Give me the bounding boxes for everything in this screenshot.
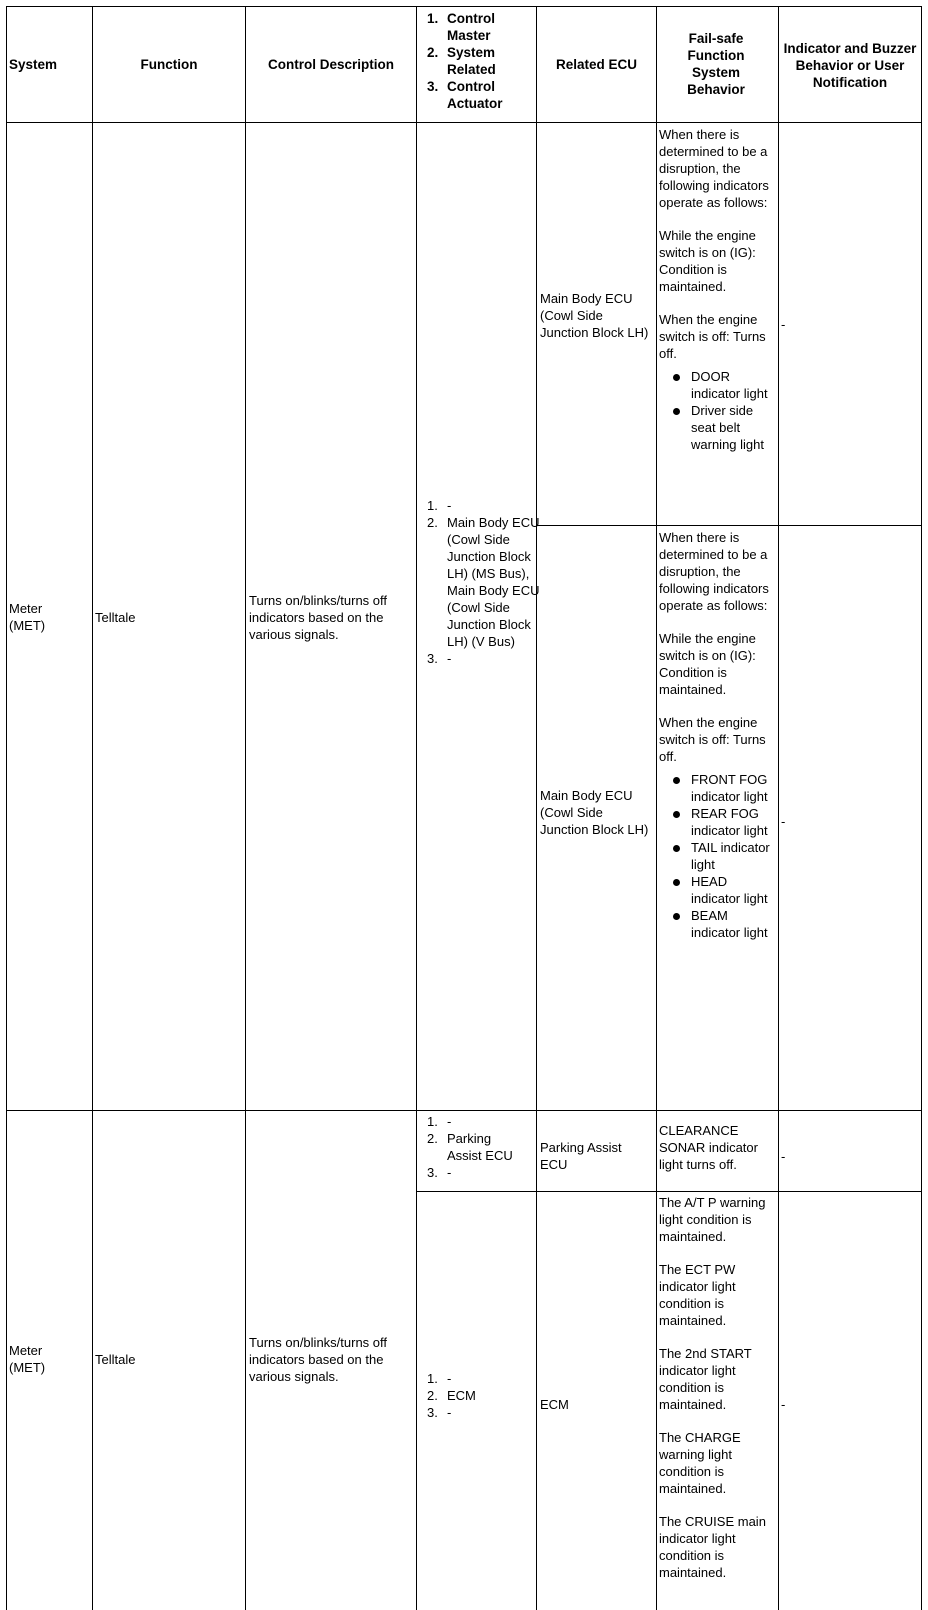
failsafe-cell: CLEARANCE SONAR indicator light turns off.: [659, 1123, 758, 1172]
control-list-item: 1. -: [427, 1371, 452, 1386]
bullet-item: REAR FOG indicator light: [659, 805, 777, 839]
row-divider: [416, 1191, 922, 1192]
control-list-item: 2. Parking Assist ECU: [427, 1131, 513, 1163]
control-list-item: 3. -: [427, 1165, 452, 1180]
header-control-item: 3. Control Actuator: [427, 79, 503, 111]
column-divider: [92, 6, 93, 1610]
failsafe-paragraph: While the engine switch is on (IG): Condition is maintained.: [659, 631, 756, 697]
control-list-item: 2. Main Body ECU (Cowl Side Junction Block LH) (MS Bus), Main Body ECU (Cowl Side Junction Block LH) (V Bus): [427, 515, 540, 649]
table-border-left: [6, 6, 7, 1610]
control-description-cell: Turns on/blinks/turns off indicators based on the various signals.: [249, 593, 388, 642]
bullet-item: BEAM indicator light: [659, 907, 777, 941]
control-list-item: 1. -: [427, 498, 452, 513]
header-control-item: 1. Control Master: [427, 11, 495, 43]
table-border-right: [921, 6, 922, 1610]
bullet-item: HEAD indicator light: [659, 873, 777, 907]
failsafe-paragraph: When the engine switch is off: Turns off.: [659, 715, 766, 764]
indicator-cell: -: [781, 317, 786, 332]
related-ecu-cell: Main Body ECU (Cowl Side Junction Block LH): [540, 291, 649, 340]
failsafe-paragraph: The CHARGE warning light condition is maintained.: [659, 1430, 741, 1496]
header-control-item: 2. System Related: [427, 45, 496, 77]
failsafe-paragraph: When there is determined to be a disruption, the following indicators operate as follows:: [659, 530, 769, 613]
indicator-bullet-list: [659, 771, 777, 941]
indicator-cell: -: [781, 1149, 786, 1164]
control-description-cell: Turns on/blinks/turns off indicators based on the various signals.: [249, 1335, 388, 1384]
header-related-ecu: Related ECU: [555, 57, 638, 72]
header-system: System: [9, 57, 58, 72]
header-failsafe: Fail-safe Function System Behavior: [687, 31, 745, 97]
indicator-cell: -: [781, 814, 786, 829]
header-control-description: Control Description: [267, 57, 394, 72]
control-list-item: 3. -: [427, 651, 452, 666]
failsafe-paragraph: The A/T P warning light condition is maintained.: [659, 1195, 766, 1244]
related-ecu-cell: Main Body ECU (Cowl Side Junction Block LH): [540, 788, 649, 837]
failsafe-paragraph: When there is determined to be a disruption, the following indicators operate as follows:: [659, 127, 769, 210]
system-cell: Meter (MET): [9, 601, 46, 633]
table-border-top: [6, 6, 922, 7]
failsafe-cell: [659, 126, 777, 453]
row-divider: [6, 122, 922, 123]
control-list-item: 1. -: [427, 1114, 452, 1129]
failsafe-paragraph: When the engine switch is off: Turns off.: [659, 312, 766, 361]
row-divider: [6, 1110, 922, 1111]
column-divider: [656, 6, 657, 1610]
related-ecu-cell: ECM: [540, 1397, 569, 1412]
failsafe-cell: [659, 1194, 771, 1581]
column-divider: [778, 6, 779, 1610]
control-list: [427, 497, 540, 667]
bullet-item: DOOR indicator light: [659, 368, 777, 402]
control-list: [427, 1370, 537, 1421]
column-divider: [416, 6, 417, 1610]
failsafe-paragraph: While the engine switch is on (IG): Condition is maintained.: [659, 228, 756, 294]
function-cell: Telltale: [95, 1352, 136, 1367]
column-divider: [245, 6, 246, 1610]
failsafe-paragraph: The ECT PW indicator light condition is maintained.: [659, 1262, 736, 1328]
function-cell: Telltale: [95, 610, 136, 625]
bullet-item: TAIL indicator light: [659, 839, 777, 873]
failsafe-paragraph: The CRUISE main indicator light condition is maintained.: [659, 1514, 766, 1580]
failsafe-paragraph: The 2nd START indicator light condition is maintained.: [659, 1346, 752, 1412]
related-ecu-cell: Parking Assist ECU: [540, 1140, 622, 1172]
failsafe-cell: [659, 529, 777, 941]
system-cell: Meter (MET): [9, 1343, 46, 1375]
bullet-item: FRONT FOG indicator light: [659, 771, 777, 805]
indicator-bullet-list: [659, 368, 777, 453]
header-indicator: Indicator and Buzzer Behavior or User Notification: [783, 41, 917, 90]
header-function: Function: [140, 57, 198, 72]
control-list-item: 2. ECM: [427, 1388, 476, 1403]
control-list-item: 3. -: [427, 1405, 452, 1420]
bullet-item: Driver side seat belt warning light: [659, 402, 777, 453]
header-control-items: [427, 10, 535, 112]
indicator-cell: -: [781, 1397, 786, 1412]
row-divider: [536, 525, 922, 526]
control-list: [427, 1113, 537, 1181]
